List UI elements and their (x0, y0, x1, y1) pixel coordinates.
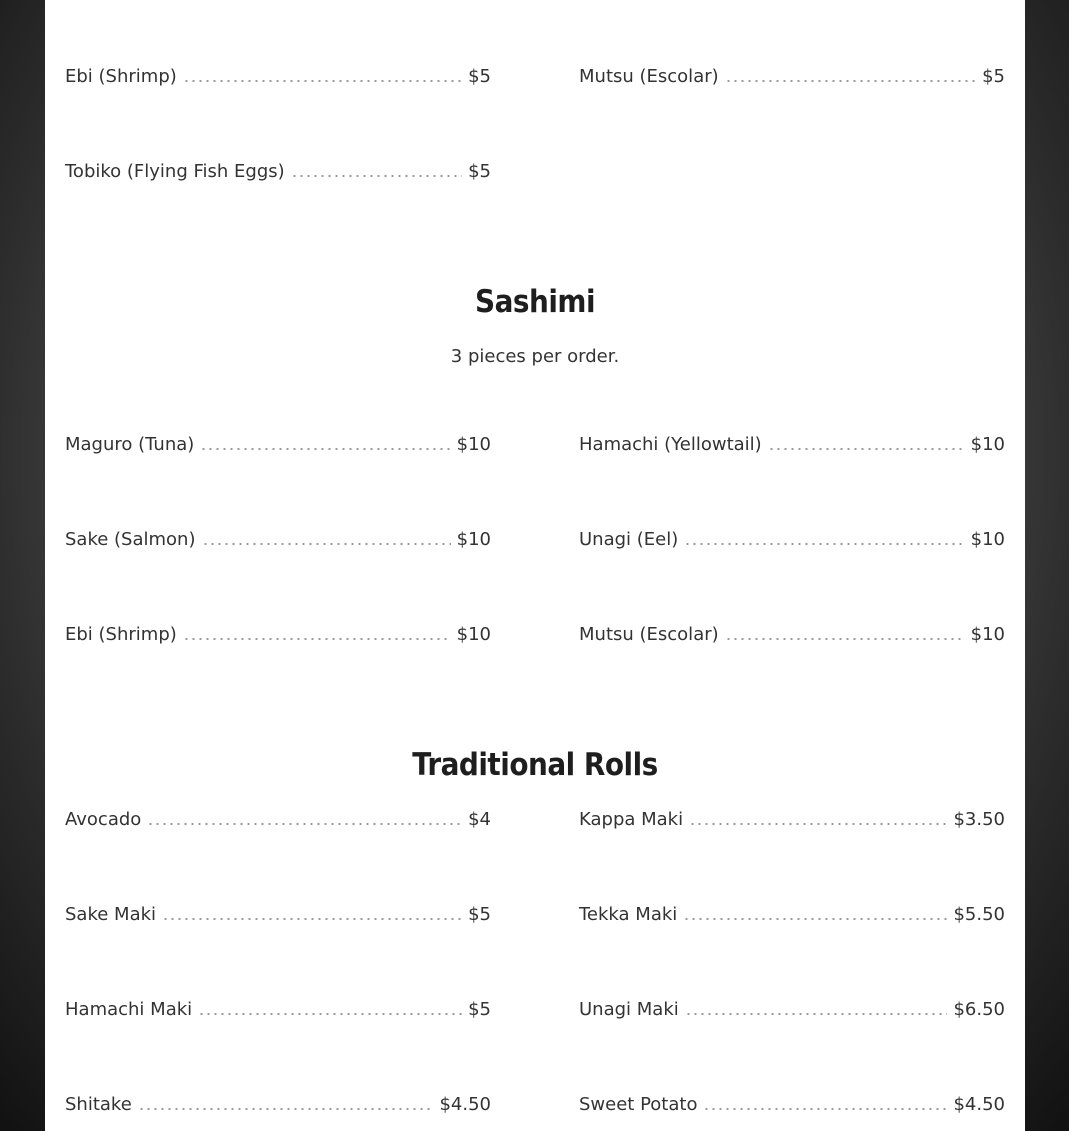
menu-item-price: $4.50 (439, 1093, 491, 1115)
dot-leader (138, 1107, 434, 1111)
dot-leader (183, 79, 462, 83)
menu-item-price: $5 (468, 998, 491, 1020)
dot-leader (162, 917, 462, 921)
menu-item-name: Ebi (Shrimp) (65, 65, 177, 87)
menu-item-name: Shitake (65, 1093, 132, 1115)
section-subtitle-sashimi: 3 pieces per order. (450, 346, 620, 367)
menu-item (65, 619, 491, 649)
dot-leader (685, 1012, 948, 1016)
menu-item-name: Maguro (Tuna) (65, 433, 195, 455)
menu-item (65, 429, 491, 459)
menu-item-price: $10 (970, 433, 1005, 455)
menu-item-price: $10 (456, 623, 491, 645)
dot-leader (725, 79, 976, 83)
menu-item (65, 1089, 491, 1119)
menu-item (579, 1089, 1005, 1119)
dot-leader (202, 542, 451, 546)
menu-item-price: $6.50 (953, 998, 1005, 1020)
menu-item (579, 899, 1005, 929)
dot-leader (725, 637, 965, 641)
menu-item-name: Unagi (Eel) (579, 528, 679, 550)
menu-item-price: $3.50 (953, 808, 1005, 830)
menu-item-name: Sweet Potato (579, 1093, 698, 1115)
menu-item (579, 994, 1005, 1024)
menu-item-price: $5 (468, 903, 491, 925)
dot-leader (200, 447, 450, 451)
dot-leader (198, 1012, 462, 1016)
dot-leader (703, 1107, 947, 1111)
menu-item-name: Mutsu (Escolar) (579, 623, 719, 645)
dot-leader (147, 822, 462, 826)
menu-item-price: $10 (456, 433, 491, 455)
menu-item-name: Tekka Maki (579, 903, 678, 925)
menu-item-name: Mutsu (Escolar) (579, 65, 719, 87)
menu-item-name: Sake (Salmon) (65, 528, 196, 550)
menu-item-name: Hamachi Maki (65, 998, 193, 1020)
menu-item-price: $5 (468, 65, 491, 87)
menu-item (65, 899, 491, 929)
menu-item-price: $10 (970, 623, 1005, 645)
menu-item (65, 61, 491, 91)
menu-item-price: $4.50 (953, 1093, 1005, 1115)
menu-item (65, 524, 491, 554)
menu-item (579, 429, 1005, 459)
section-title-sashimi: Sashimi (474, 284, 596, 320)
menu-item-name: Hamachi (Yellowtail) (579, 433, 762, 455)
dot-leader (291, 174, 462, 178)
menu-item (579, 619, 1005, 649)
menu-item-name: Sake Maki (65, 903, 157, 925)
menu-item (579, 61, 1005, 91)
menu-item (579, 804, 1005, 834)
dot-leader (183, 637, 451, 641)
menu-item-name: Unagi Maki (579, 998, 679, 1020)
dot-leader (689, 822, 947, 826)
menu-item (65, 804, 491, 834)
dot-leader (684, 542, 964, 546)
menu-item-price: $4 (468, 808, 491, 830)
dot-leader (768, 447, 965, 451)
menu-item-price: $10 (970, 528, 1005, 550)
menu-item (579, 524, 1005, 554)
menu-item (65, 156, 491, 186)
menu-item-name: Tobiko (Flying Fish Eggs) (65, 160, 285, 182)
section-title-traditional-rolls: Traditional Rolls (412, 747, 658, 783)
menu-item-price: $5 (982, 65, 1005, 87)
menu-item-name: Avocado (65, 808, 142, 830)
menu-item-price: $5 (468, 160, 491, 182)
menu-item (65, 994, 491, 1024)
dot-leader (683, 917, 947, 921)
menu-item-name: Kappa Maki (579, 808, 684, 830)
menu-page (45, 0, 1025, 1131)
menu-item-price: $5.50 (953, 903, 1005, 925)
menu-item-name: Ebi (Shrimp) (65, 623, 177, 645)
menu-item-price: $10 (456, 528, 491, 550)
